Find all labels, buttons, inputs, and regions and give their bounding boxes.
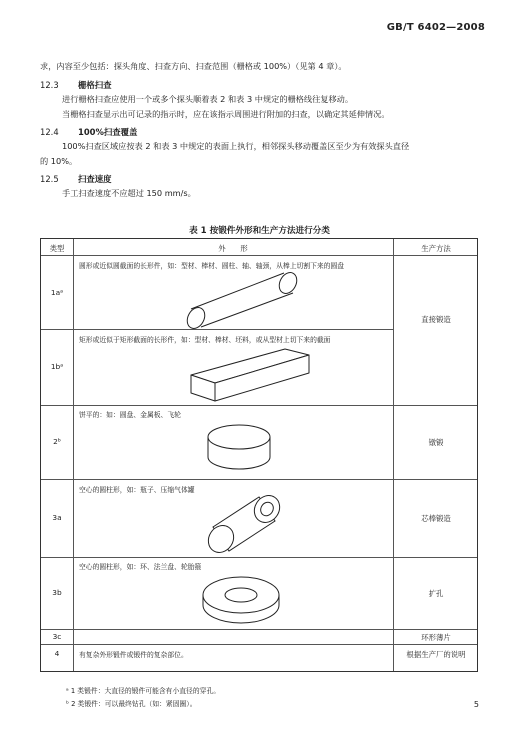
- section-title: 扫查速度: [78, 174, 112, 184]
- header-method: 生产方法: [421, 244, 451, 253]
- paragraph-line: 的 10%。: [40, 156, 78, 166]
- shape-description: 空心的圆柱形，如：环、法兰盘、轮胎箍: [79, 563, 202, 571]
- section-title: 100%扫查覆盖: [78, 127, 138, 137]
- type-cell: 4: [54, 649, 60, 658]
- section-number: 12.3: [40, 80, 59, 90]
- row-divider: [41, 255, 477, 256]
- row-divider: [41, 329, 393, 330]
- ring-figure: [201, 575, 281, 627]
- disc-figure: [206, 423, 272, 473]
- method-cell: 根据生产厂的说明: [406, 650, 466, 659]
- hollow-cylinder-figure: [199, 493, 283, 555]
- paragraph-line: 当栅格扫查显示出可记录的指示时，应在该指示周围进行附加的扫查，以确定其延伸情况。: [62, 109, 390, 119]
- row-divider: [41, 479, 477, 480]
- table-caption: 表 1 按锻件外形和生产方法进行分类: [189, 226, 330, 236]
- paragraph-line: 手工扫查速度不应超过 150 mm/s。: [62, 188, 196, 198]
- type-cell: 3a: [52, 513, 62, 522]
- section-heading-12-5: [40, 173, 112, 185]
- section-title: 栅格扫查: [78, 80, 112, 90]
- paragraph-line: 100%扫查区域应按表 2 和表 3 中规定的表面上执行，相邻探头移动覆盖区至少为有效探头直径: [62, 141, 410, 151]
- type-cell: 1bᵃ: [50, 362, 64, 371]
- header-shape: 外 形: [218, 244, 248, 253]
- row-divider: [41, 644, 477, 645]
- section-number: 12.5: [40, 174, 59, 184]
- cylinder-figure: [181, 271, 311, 327]
- row-divider: [41, 557, 477, 558]
- method-cell: 直接锻造: [421, 315, 451, 324]
- shape-description: 圆形或近似圆截面的长形件，如：型材、棒材、圆柱、轴、轴颈，从棒上切割下来的圆盘: [79, 262, 345, 270]
- shape-description: 饼平的：如：圆盘、金属板、飞轮: [79, 411, 181, 419]
- section-heading-12-4: [40, 126, 137, 138]
- method-cell: 环形薄片: [421, 633, 451, 642]
- shape-description: 有复杂外形锻件或锻件的复杂部位。: [79, 651, 188, 659]
- type-cell: 2ᵇ: [53, 437, 61, 446]
- type-cell: 1aᵃ: [50, 288, 64, 297]
- classification-table: [40, 238, 478, 672]
- footnote: ᵇ 2 类锻件：可以最终钻孔（如：紧固圈）。: [66, 700, 197, 708]
- method-cell: 镦锻: [428, 438, 444, 447]
- column-divider: [73, 239, 74, 671]
- standard-number: GB/T 6402—2008: [386, 22, 485, 33]
- row-divider: [41, 405, 477, 406]
- type-cell: 3b: [52, 588, 62, 597]
- shape-description: 矩形或近似于矩形截面的长形件，如：型材、棒材、坯料，或从型材上切下来的截面: [79, 336, 331, 344]
- paragraph-line: 求，内容至少包括：探头角度、扫查方向、扫查范围（栅格或 100%）（见第 4 章）。: [40, 61, 347, 71]
- column-divider: [393, 239, 394, 671]
- type-cell: 3c: [52, 632, 62, 641]
- paragraph-line: 进行栅格扫查应使用一个或多个探头顺着表 2 和表 3 中规定的栅格线往复移动。: [62, 94, 354, 104]
- section-number: 12.4: [40, 127, 59, 137]
- method-cell: 扩孔: [428, 589, 444, 598]
- rectangular-bar-figure: [189, 347, 319, 403]
- row-divider: [41, 629, 477, 630]
- page-number: 5: [473, 700, 479, 709]
- section-heading-12-3: [40, 79, 112, 91]
- header-type: 类型: [49, 244, 65, 253]
- footnote: ᵃ 1 类锻件：大直径的锻件可能含有小直径的穿孔。: [66, 687, 221, 695]
- shape-description: 空心的圆柱形，如：瓶子、压缩气体罐: [79, 486, 195, 494]
- method-cell: 芯棒锻造: [421, 514, 451, 523]
